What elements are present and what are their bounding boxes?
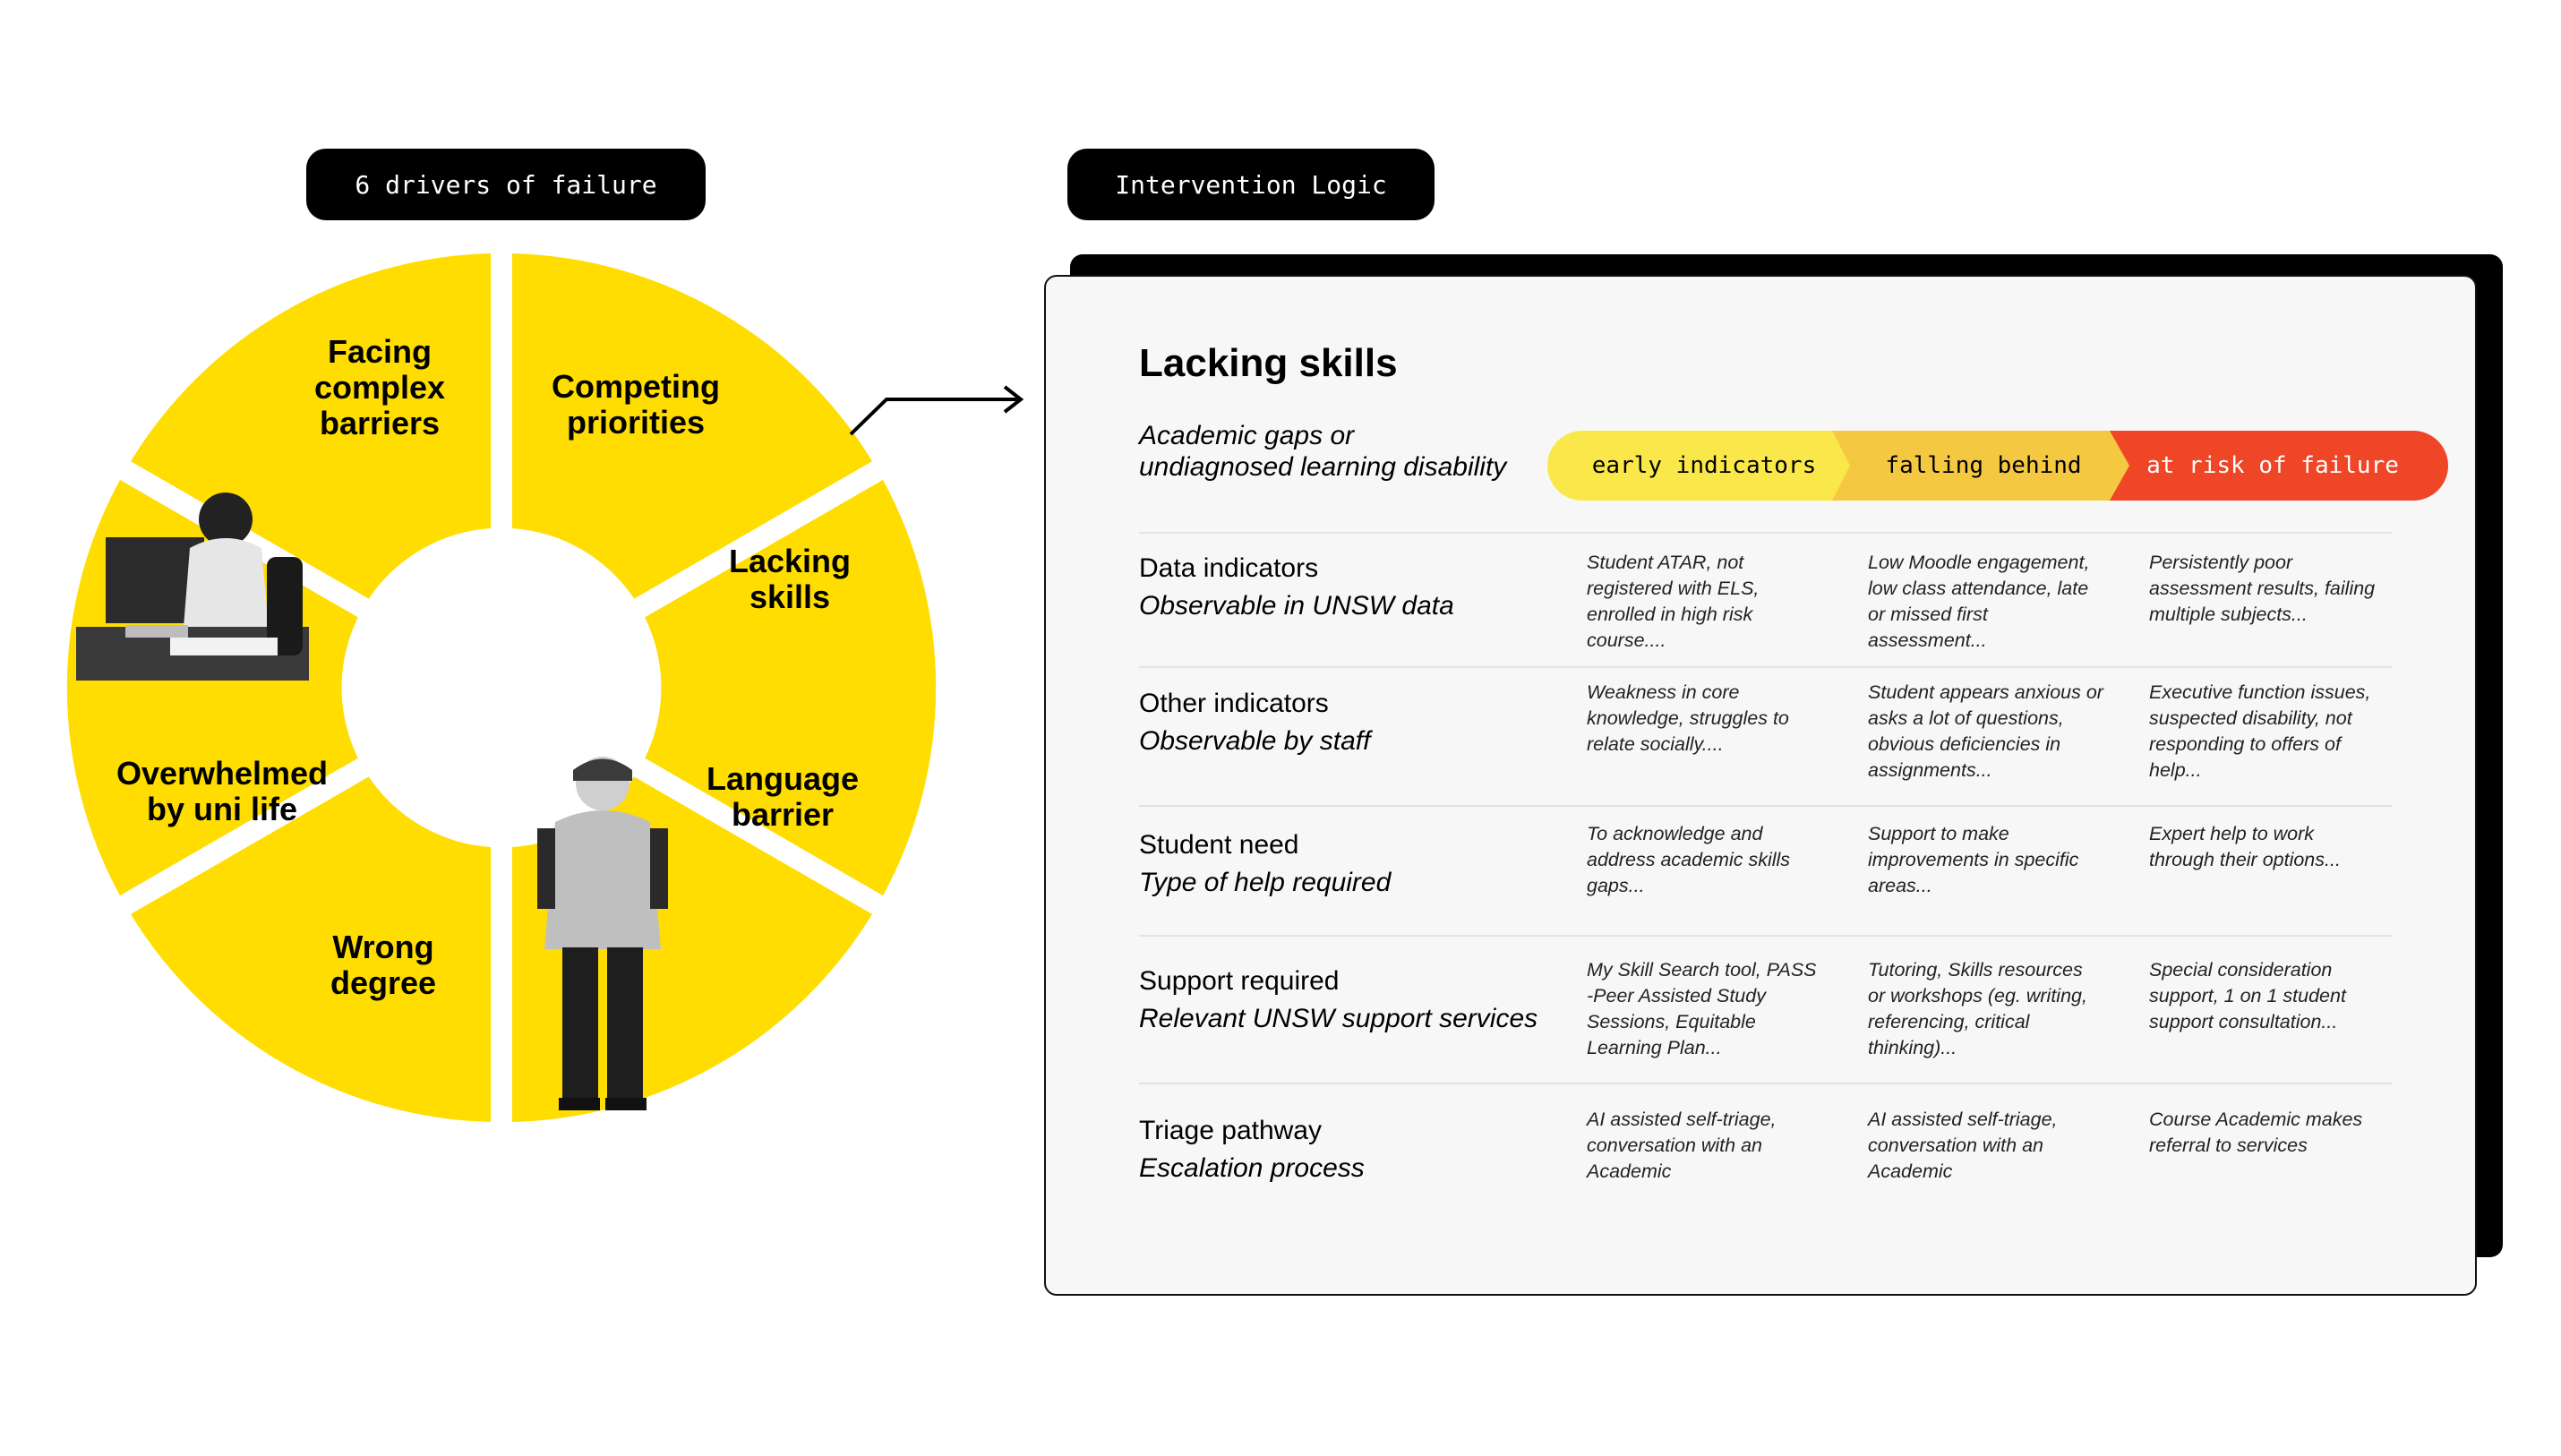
row-header: Triage pathway Escalation process [1139, 1116, 1365, 1183]
cell-falling: Tutoring, Skills resources or workshops (eg. writing, referencing, critical thinking)... [1868, 959, 2087, 1058]
stage-early-label: early indicators [1591, 452, 1817, 479]
cell-falling: Support to make improvements in specific areas... [1868, 823, 2079, 896]
drivers-wheel [0, 0, 1057, 1456]
intervention-card [1044, 275, 2477, 1296]
cell-early: AI assisted self-triage, conversation with an Academic [1587, 1109, 1777, 1182]
card-title: Lacking skills [1139, 341, 1398, 385]
segment-label-wrong-degree: Wrong degree [330, 929, 437, 1001]
cell-early: Student ATAR, not registered with ELS, enrolled in high risk course.... [1587, 552, 1760, 651]
connector-arrow [851, 399, 1019, 434]
cell-falling: AI assisted self-triage, conversation with an Academic [1868, 1109, 2058, 1182]
divider [1139, 666, 2393, 668]
row-header: Other indicators Observable by staff [1139, 689, 1371, 756]
cell-risk: Special consideration support, 1 on 1 student support consultation... [2149, 959, 2346, 1032]
cell-falling: Low Moodle engagement, low class attendance, late or missed first assessment... [1868, 552, 2090, 651]
cell-risk: Persistently poor assessment results, failing multiple subjects... [2149, 552, 2376, 625]
segment-label-lacking-skills: Lacking skills [728, 543, 852, 615]
divider [1139, 532, 2393, 534]
drivers-tag: 6 drivers of failure [306, 149, 706, 220]
cell-early: To acknowledge and address academic skills gaps... [1587, 823, 1791, 896]
risk-stage-bar [1547, 431, 2448, 501]
segment-label-competing-priorities: Competing priorities [552, 368, 720, 441]
divider [1139, 935, 2393, 937]
cell-risk: Course Academic makes referral to services [2149, 1109, 2363, 1156]
cell-risk: Expert help to work through their options... [2149, 823, 2341, 870]
segment-label-language-barrier: Language barrier [706, 760, 859, 833]
cell-falling: Student appears anxious or asks a lot of questions, obvious deficiencies in assignments... [1868, 681, 2103, 781]
stage-falling-label: falling behind [1885, 452, 2082, 479]
divider [1139, 805, 2393, 807]
cell-risk: Executive function issues, suspected disability, not responding to offers of help... [2149, 681, 2371, 781]
divider [1139, 1083, 2393, 1084]
row-header: Student need Type of help required [1139, 830, 1392, 897]
card-subtitle: Academic gaps or undiagnosed learning disability [1139, 421, 1507, 482]
intervention-logic-tag: Intervention Logic [1067, 149, 1435, 220]
segment-label-complex-barriers: Facing complex barriers [313, 333, 446, 441]
cell-early: My Skill Search tool, PASS -Peer Assisted Study Sessions, Equitable Learning Plan... [1587, 959, 1817, 1058]
cell-early: Weakness in core knowledge, struggles to relate socially.... [1587, 681, 1789, 755]
row-header: Support required Relevant UNSW support services [1139, 966, 1538, 1033]
stage-risk-label: at risk of failure [2146, 452, 2399, 479]
row-header: Data indicators Observable in UNSW data [1139, 553, 1454, 621]
segment-label-overwhelmed: Overwhelmed by uni life [116, 755, 329, 827]
